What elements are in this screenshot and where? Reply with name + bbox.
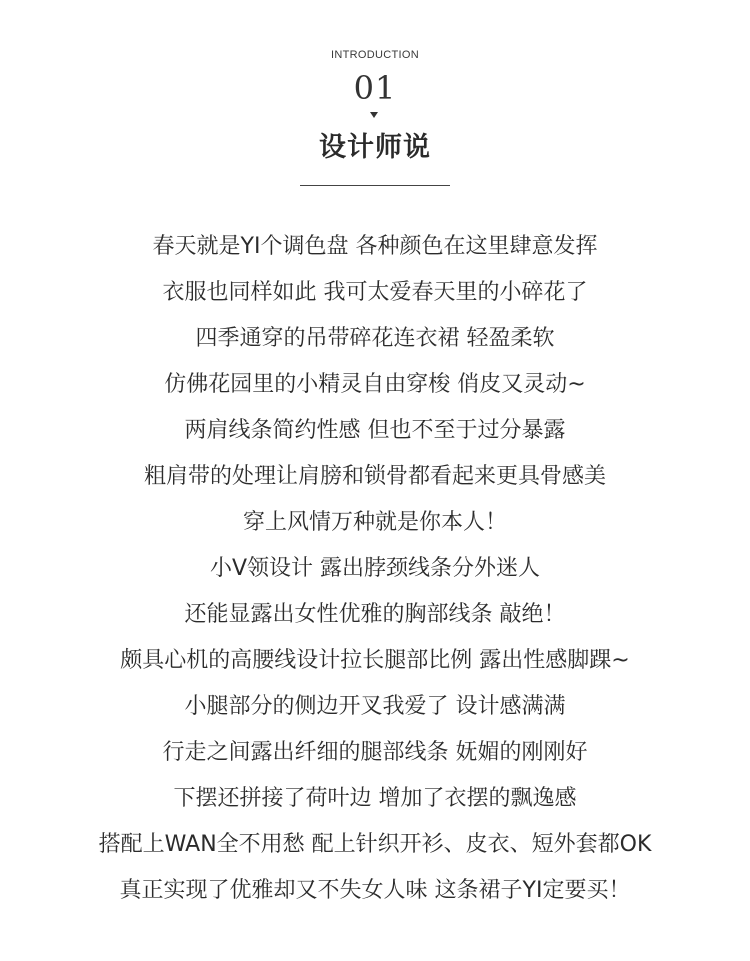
note-line: 四季通穿的吊带碎花连衣裙 轻盈柔软: [195, 326, 555, 351]
note-line: 春天就是YI个调色盘 各种颜色在这里肆意发挥: [152, 234, 598, 259]
note-line: 行走之间露出纤细的腿部线条 妩媚的刚刚好: [162, 740, 588, 765]
note-line: 搭配上WAN全不用愁 配上针织开衫、皮衣、短外套都OK: [98, 832, 652, 857]
section-eyebrow: INTRODUCTION: [331, 49, 419, 61]
note-line: 还能显露出女性优雅的胸部线条 敲绝！: [184, 602, 566, 627]
note-line: 小V领设计 露出脖颈线条分外迷人: [209, 556, 541, 581]
note-line: 颇具心机的高腰线设计拉长腿部比例 露出性感脚踝~: [120, 648, 630, 673]
note-line: 两肩线条简约性感 但也不至于过分暴露: [184, 418, 566, 443]
note-line: 仿佛花园里的小精灵自由穿梭 俏皮又灵动~: [164, 372, 586, 397]
triangle-down-icon: [370, 112, 378, 118]
section-title: 设计师说: [319, 132, 431, 163]
note-line: 粗肩带的处理让肩膀和锁骨都看起来更具骨感美: [143, 464, 606, 489]
title-divider: [300, 185, 450, 186]
note-line: 下摆还拼接了荷叶边 增加了衣摆的飘逸感: [173, 786, 577, 811]
note-line: 小腿部分的侧边开叉我爱了 设计感满满: [184, 694, 566, 719]
note-line: 穿上风情万种就是你本人！: [242, 510, 507, 535]
designer-notes: [0, 224, 750, 914]
note-line: 衣服也同样如此 我可太爱春天里的小碎花了: [162, 280, 588, 305]
note-line: 真正实现了优雅却又不失女人味 这条裙子YI定要买！: [119, 878, 631, 903]
section-number: 01: [353, 69, 397, 107]
